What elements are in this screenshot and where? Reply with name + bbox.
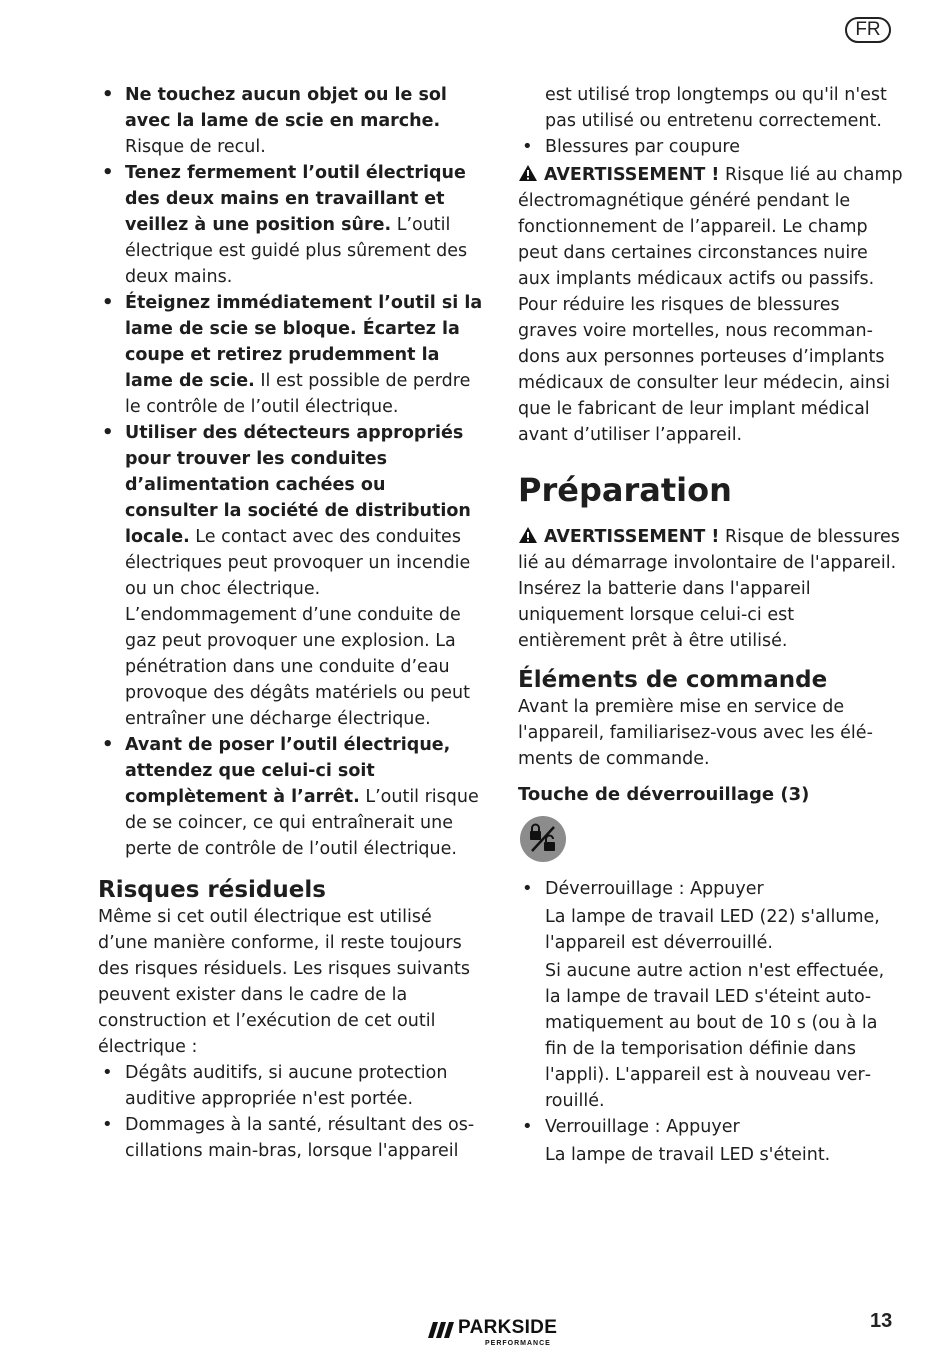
- bullet-bold-text: Éteignez immédiatement l’outil si la lame de scie se bloque. Écartez la coupe et retirez prudemment la lame de scie.: [125, 293, 483, 391]
- residual-risks-intro: Même si cet outil électrique est utilisé d’une manière conforme, il reste toujours des risques résiduels. Les risques suivants peuvent exister dans le cadre de la construction et l’exécution de cet outil électrique :: [98, 907, 470, 1057]
- preparation-heading: Préparation: [518, 471, 732, 509]
- right-column: [518, 82, 903, 1168]
- warning-triangle-icon: [518, 164, 538, 182]
- list-item: [98, 82, 483, 160]
- language-badge: FR: [845, 17, 891, 43]
- emf-warning: [518, 162, 903, 448]
- bullet-text: Le contact avec des conduites électriques peut provoquer un incendie ou un choc électrique. L’endommagement d’une conduite de gaz peut provoquer une explosion. La pénétration dans une conduite d’eau provoque des dégâts matériels ou peut entraîner une décharge électrique.: [125, 527, 471, 729]
- brand-subline: PERFORMANCE: [485, 1340, 551, 1347]
- left-column: [98, 82, 483, 1164]
- unlock-button-heading: Touche de déverrouillage (3): [518, 784, 810, 805]
- list-item: [98, 732, 483, 862]
- bullet-text: L’outil électrique est guidé plus sûrement des deux mains.: [125, 215, 468, 287]
- residual-risks-heading: Risques résiduels: [98, 877, 326, 903]
- list-item: • Dégâts auditifs, si aucune protection auditive appropriée n'est portée.: [98, 1060, 483, 1112]
- warning-text: Risque lié au champ électromagnétique généré pendant le fonctionnement de l’appareil. Le champ peut dans certaines circonstances nuire aux implants médicaux actifs ou passifs. Pour réduire les risques de blessures graves voire mortelles, nous recommandons aux personnes porteuses d’implants médicaux de consulter leur médecin, ainsi que le fabricant de leur implant médical avant d’utiliser l’appareil.: [518, 165, 903, 445]
- warning-label: AVERTISSEMENT !: [544, 165, 720, 185]
- instruction-result: La lampe de travail LED s'éteint.: [545, 1145, 831, 1165]
- page-number: 13: [870, 1310, 893, 1332]
- continued-text: est utilisé trop longtemps ou qu'il n'est pas utilisé ou entretenu correctement.: [545, 85, 887, 131]
- instruction-result: La lampe de travail LED (22) s'allume, l'appareil est déverrouillé.: [545, 907, 880, 953]
- list-item: [98, 160, 483, 290]
- list-item: • Blessures par coupure: [518, 134, 903, 160]
- bullet-bold-text: Tenez fermement l’outil électrique des deux mains en travaillant et veillez à une position sûre.: [125, 163, 466, 235]
- warning-text: Risque de blessures lié au démarrage involontaire de l'appareil. Insérez la batterie dans l'appareil uniquement lorsque celui-ci est entièrement prêt à être utilisé.: [518, 527, 900, 651]
- warning-label: AVERTISSEMENT !: [544, 527, 720, 547]
- bullet-bold-text: Ne touchez aucun objet ou le sol avec la lame de scie en marche.: [125, 85, 447, 131]
- list-item: [98, 290, 483, 420]
- warning-triangle-icon: [518, 526, 538, 544]
- list-item: • Dommages à la santé, résultant des oscillations main-bras, lorsque l'appareil: [98, 1112, 483, 1164]
- bullet-bold-text: Utiliser des détecteurs appropriés pour trouver les conduites d’alimentation cachées ou consulter la société de distribution locale.: [125, 423, 471, 547]
- lock-unlock-icon: [520, 816, 566, 862]
- bullet-bold-text: Avant de poser l’outil électrique, attendez que celui-ci soit complètement à l’arrêt.: [125, 735, 451, 807]
- instruction-note: Si aucune autre action n'est effectuée, la lampe de travail LED s'éteint automatiquement au bout de 10 s (ou à la fin de la temporisation définie dans l'appli). L'appareil est à nouveau verrouillé.: [545, 961, 885, 1111]
- residual-risks-list-continued: [518, 134, 903, 160]
- list-item: [518, 1114, 903, 1168]
- list-item: [518, 876, 903, 1114]
- parkside-logo: [428, 1316, 588, 1350]
- bullet-text: Il est possible de perdre le contrôle de l’outil électrique.: [125, 371, 471, 417]
- brand-stripes-icon: [428, 1322, 454, 1338]
- brand-name: PARKSIDE: [458, 1317, 558, 1338]
- controls-heading: Éléments de commande: [518, 667, 828, 693]
- bullet-text: L’outil risque de se coincer, ce qui entraînerait une perte de contrôle de l’outil électrique.: [125, 787, 479, 859]
- controls-intro: Avant la première mise en service de l'appareil, familiarisez-vous avec les éléments de commande.: [518, 697, 873, 769]
- safety-bullet-list: [98, 82, 483, 862]
- residual-risks-list: [98, 1060, 483, 1164]
- unlock-instructions-list: [518, 876, 903, 1168]
- startup-warning: [518, 524, 903, 654]
- bullet-text: Risque de recul.: [125, 137, 266, 157]
- list-item: [98, 420, 483, 732]
- instruction-head: Verrouillage : Appuyer: [545, 1117, 740, 1137]
- instruction-head: Déverrouillage : Appuyer: [545, 879, 764, 899]
